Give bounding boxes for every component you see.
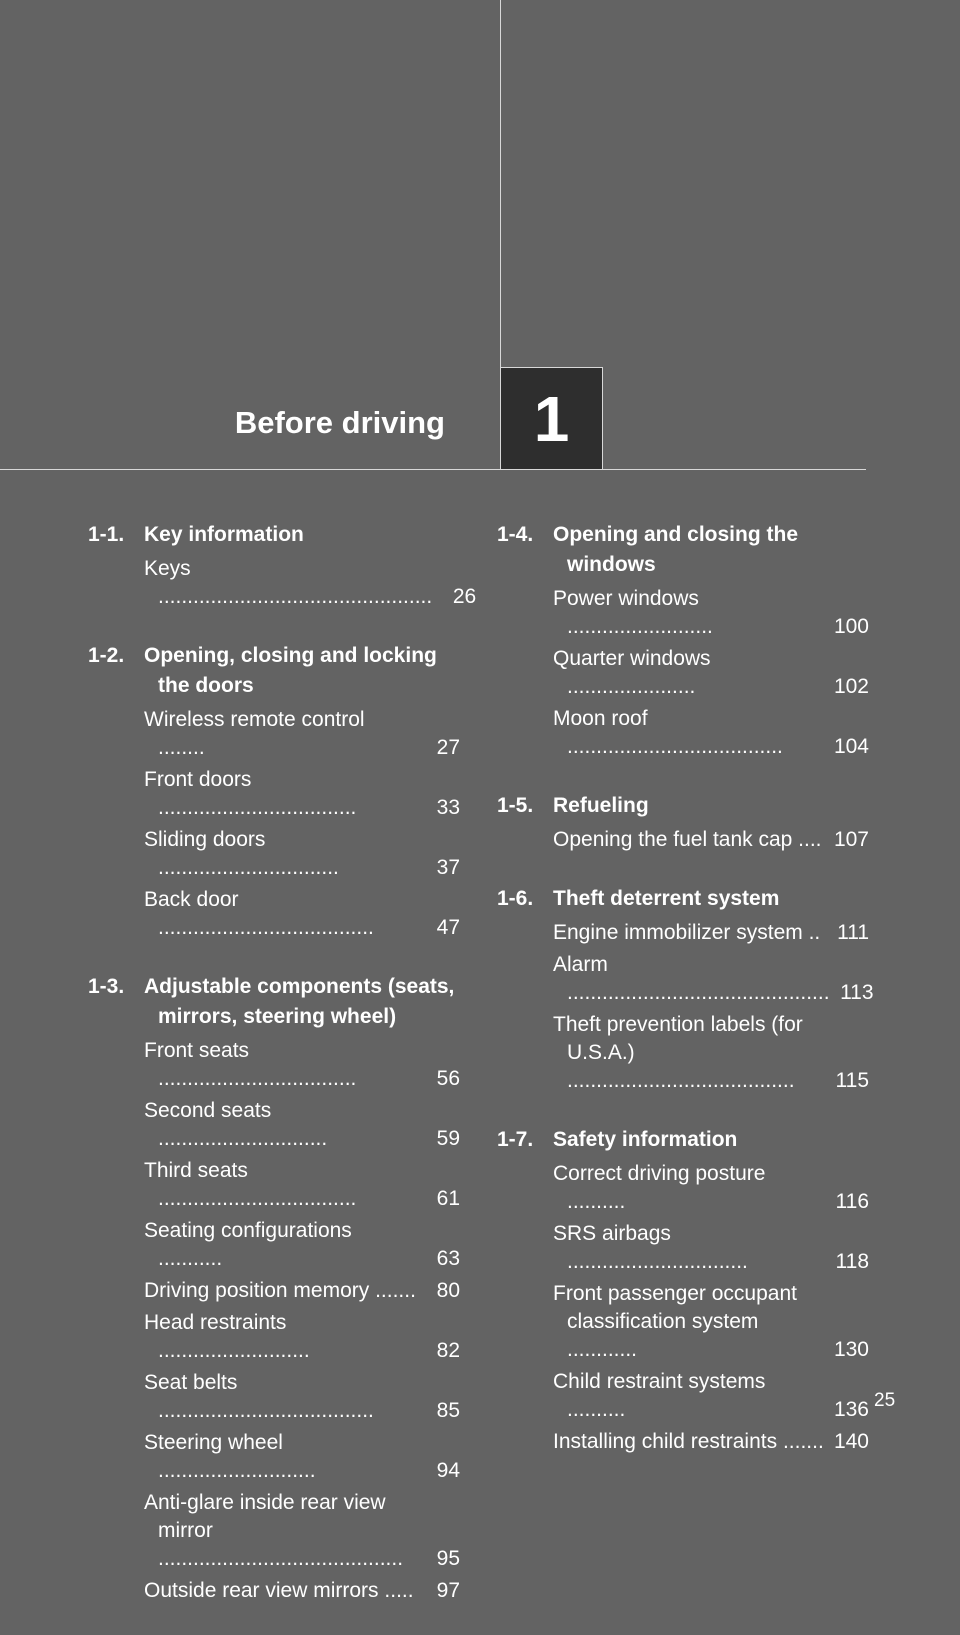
section-number: 1-4. <box>497 523 534 546</box>
entry-page: 47 <box>436 916 460 939</box>
entry-page: 59 <box>436 1127 460 1150</box>
entry-page: 113 <box>840 981 874 1004</box>
entry-page: 115 <box>835 1069 869 1092</box>
toc-entry[interactable] <box>553 585 869 641</box>
section-heading[interactable] <box>88 641 460 701</box>
chapter-title: Before driving <box>234 405 445 440</box>
entry-label: Child restraint systems <box>553 1370 766 1393</box>
entry-label-wrap <box>144 826 416 882</box>
section-title: Opening, closing and locking the doors <box>144 644 437 697</box>
entry-label-wrap <box>144 1217 416 1273</box>
entry-page: 95 <box>436 1547 460 1570</box>
toc-entry[interactable] <box>144 1369 460 1425</box>
toc-entry[interactable] <box>553 919 869 947</box>
entry-page: 82 <box>436 1339 460 1362</box>
entry-label: Moon roof <box>553 707 648 730</box>
toc-entry[interactable] <box>144 706 460 762</box>
leader-dots: ..................................... <box>158 1399 374 1422</box>
entry-label-wrap <box>144 1429 416 1485</box>
toc-entry[interactable] <box>144 1309 460 1365</box>
toc-entry[interactable] <box>144 1217 460 1273</box>
entry-label: Seating configurations <box>144 1219 352 1242</box>
entry-label-wrap <box>144 1577 416 1605</box>
section-title: Refueling <box>553 794 649 817</box>
entry-label: Alarm <box>553 953 608 976</box>
toc-entry[interactable] <box>553 705 869 761</box>
leader-dots: ............................... <box>158 856 339 879</box>
section-heading[interactable] <box>88 520 460 550</box>
entry-page: 26 <box>452 585 477 608</box>
entry-label-wrap <box>144 706 416 762</box>
toc-entry[interactable] <box>144 886 460 942</box>
entry-label: Sliding doors <box>144 828 266 851</box>
entry-label: Outside rear view mirrors <box>144 1579 379 1602</box>
entry-label-wrap <box>144 1369 416 1425</box>
section-number: 1-1. <box>88 523 125 546</box>
leader-dots: ...................... <box>567 675 696 698</box>
entry-label-wrap <box>553 1220 825 1276</box>
toc-entry[interactable] <box>144 1429 460 1485</box>
entry-label-wrap <box>144 555 433 611</box>
entry-label-wrap <box>553 1428 825 1456</box>
entry-label: Quarter windows <box>553 647 711 670</box>
leader-dots: ............................................... <box>158 585 433 608</box>
toc-entry[interactable] <box>553 1428 869 1456</box>
page-number: 25 <box>874 1390 896 1411</box>
leader-dots: .................................. <box>158 796 357 819</box>
leader-dots: ........ <box>158 736 205 759</box>
entry-page: 63 <box>436 1247 460 1270</box>
entry-label-wrap <box>553 1280 825 1364</box>
entry-label: Wireless remote control <box>144 708 365 731</box>
chapter-number-box <box>500 367 603 470</box>
entry-label: Head restraints <box>144 1311 287 1334</box>
section-title: Theft deterrent system <box>553 887 780 910</box>
entry-label-wrap <box>144 1309 416 1365</box>
toc-section <box>497 1125 869 1456</box>
leader-dots: .. <box>802 921 821 944</box>
leader-dots: ............................................. <box>567 981 830 1004</box>
toc-entry[interactable] <box>553 1011 869 1095</box>
entry-label-wrap <box>144 1157 416 1213</box>
entry-label: Installing child restraints <box>553 1430 778 1453</box>
leader-dots: ......................... <box>567 615 713 638</box>
toc-right-column <box>497 520 874 1486</box>
entry-label-wrap <box>553 1011 825 1095</box>
section-number: 1-5. <box>497 794 534 817</box>
toc-entry[interactable] <box>144 826 460 882</box>
entry-label: Second seats <box>144 1099 272 1122</box>
entry-label-wrap <box>144 766 416 822</box>
toc-entry[interactable] <box>553 1368 869 1424</box>
entry-label: Theft prevention labels (for U.S.A.) <box>553 1013 803 1064</box>
entry-label-wrap <box>144 1097 416 1153</box>
toc-section <box>497 884 874 1095</box>
entry-label: Power windows <box>553 587 699 610</box>
section-heading[interactable] <box>497 791 869 821</box>
entry-label: Third seats <box>144 1159 248 1182</box>
entry-label-wrap <box>144 1489 416 1573</box>
entry-label-wrap <box>553 585 825 641</box>
leader-dots: ..................................... <box>158 916 374 939</box>
entry-label: Opening the fuel tank cap <box>553 828 793 851</box>
section-title: Safety information <box>553 1128 738 1151</box>
leader-dots: .......... <box>567 1398 626 1421</box>
entry-label-wrap <box>553 1368 825 1424</box>
leader-dots: ....... <box>777 1430 824 1453</box>
leader-dots: ..... <box>378 1579 414 1602</box>
entry-label: Steering wheel <box>144 1431 283 1454</box>
entry-page: 56 <box>436 1067 460 1090</box>
toc-left-column <box>88 520 477 1635</box>
section-number: 1-3. <box>88 975 125 998</box>
toc-entry[interactable] <box>144 1097 460 1153</box>
leader-dots: ....... <box>369 1279 416 1302</box>
leader-dots: ............ <box>567 1338 638 1361</box>
leader-dots: .................................. <box>158 1187 357 1210</box>
leader-dots: .......................................... <box>158 1547 404 1570</box>
section-title: Key information <box>144 523 304 546</box>
entry-page: 33 <box>436 796 460 819</box>
entry-label: Front passenger occupant classification system <box>553 1282 797 1333</box>
entry-page: 116 <box>835 1190 869 1213</box>
entry-label-wrap <box>144 886 416 942</box>
toc-entry[interactable] <box>144 1489 460 1573</box>
entry-label: Front doors <box>144 768 252 791</box>
entry-label-wrap <box>553 705 825 761</box>
entry-page: 102 <box>833 675 869 698</box>
section-title: Opening and closing the windows <box>553 523 799 576</box>
toc-section <box>497 520 869 761</box>
section-number: 1-7. <box>497 1128 534 1151</box>
toc-entry[interactable] <box>553 826 869 854</box>
section-number: 1-2. <box>88 644 125 667</box>
toc-entry[interactable] <box>144 1157 460 1213</box>
entry-label: SRS airbags <box>553 1222 671 1245</box>
section-title: Adjustable components (seats, mirrors, steering wheel) <box>144 975 455 1028</box>
toc-section <box>497 791 869 854</box>
entry-label: Anti-glare inside rear view mirror <box>144 1491 386 1542</box>
toc-section <box>88 520 477 611</box>
entry-label: Front seats <box>144 1039 250 1062</box>
horizontal-rule <box>0 469 866 470</box>
section-heading[interactable] <box>497 1125 869 1155</box>
entry-page: 94 <box>436 1459 460 1482</box>
toc-entry[interactable] <box>553 1160 869 1216</box>
entry-label: Engine immobilizer system <box>553 921 803 944</box>
entry-page: 27 <box>436 736 460 759</box>
entry-label: Driving position memory <box>144 1279 370 1302</box>
leader-dots: ........... <box>158 1247 223 1270</box>
entry-page: 111 <box>837 921 869 944</box>
chapter-number: 1 <box>533 382 570 455</box>
entry-label-wrap <box>553 951 830 1007</box>
entry-page: 130 <box>833 1338 869 1361</box>
leader-dots: ..................................... <box>567 735 783 758</box>
entry-label-wrap <box>144 1037 416 1093</box>
toc-section <box>88 641 460 942</box>
toc-entry[interactable] <box>144 1577 460 1605</box>
entry-label: Back door <box>144 888 239 911</box>
section-heading[interactable] <box>497 884 869 914</box>
entry-page: 118 <box>835 1250 869 1273</box>
entry-page: 85 <box>436 1399 460 1422</box>
section-heading[interactable] <box>497 520 869 580</box>
toc-section <box>88 972 460 1605</box>
entry-page: 37 <box>436 856 460 879</box>
leader-dots: .................................. <box>158 1067 357 1090</box>
entry-label-wrap <box>144 1277 416 1305</box>
leader-dots: ............................. <box>158 1127 328 1150</box>
toc-entry[interactable] <box>553 1220 869 1276</box>
toc-entry[interactable] <box>144 766 460 822</box>
toc-entry[interactable] <box>553 645 869 701</box>
toc-entry[interactable] <box>144 1277 460 1305</box>
entry-page: 104 <box>833 735 869 758</box>
entry-label-wrap <box>553 645 825 701</box>
entry-label-wrap <box>553 919 825 947</box>
entry-label-wrap <box>553 826 825 854</box>
entry-label: Seat belts <box>144 1371 238 1394</box>
toc-entry[interactable] <box>553 1280 869 1364</box>
entry-page: 97 <box>436 1579 460 1602</box>
toc-entry[interactable] <box>553 951 874 1007</box>
leader-dots: ....................................... <box>567 1069 795 1092</box>
entry-page: 100 <box>833 615 869 638</box>
leader-dots: ............................... <box>567 1250 748 1273</box>
leader-dots: .... <box>792 828 822 851</box>
entry-label: Keys <box>144 557 191 580</box>
entry-page: 80 <box>436 1279 460 1302</box>
leader-dots: ........................... <box>158 1459 316 1482</box>
entry-page: 107 <box>833 828 869 851</box>
entry-page: 136 <box>833 1398 869 1421</box>
leader-dots: .......................... <box>158 1339 310 1362</box>
section-heading[interactable] <box>88 972 460 1032</box>
entry-label-wrap <box>553 1160 825 1216</box>
section-number: 1-6. <box>497 887 534 910</box>
entry-label: Correct driving posture <box>553 1162 766 1185</box>
entry-page: 61 <box>436 1187 460 1210</box>
toc-entry[interactable] <box>144 1037 460 1093</box>
leader-dots: .......... <box>567 1190 626 1213</box>
toc-entry[interactable] <box>144 555 477 611</box>
entry-page: 140 <box>833 1430 869 1453</box>
